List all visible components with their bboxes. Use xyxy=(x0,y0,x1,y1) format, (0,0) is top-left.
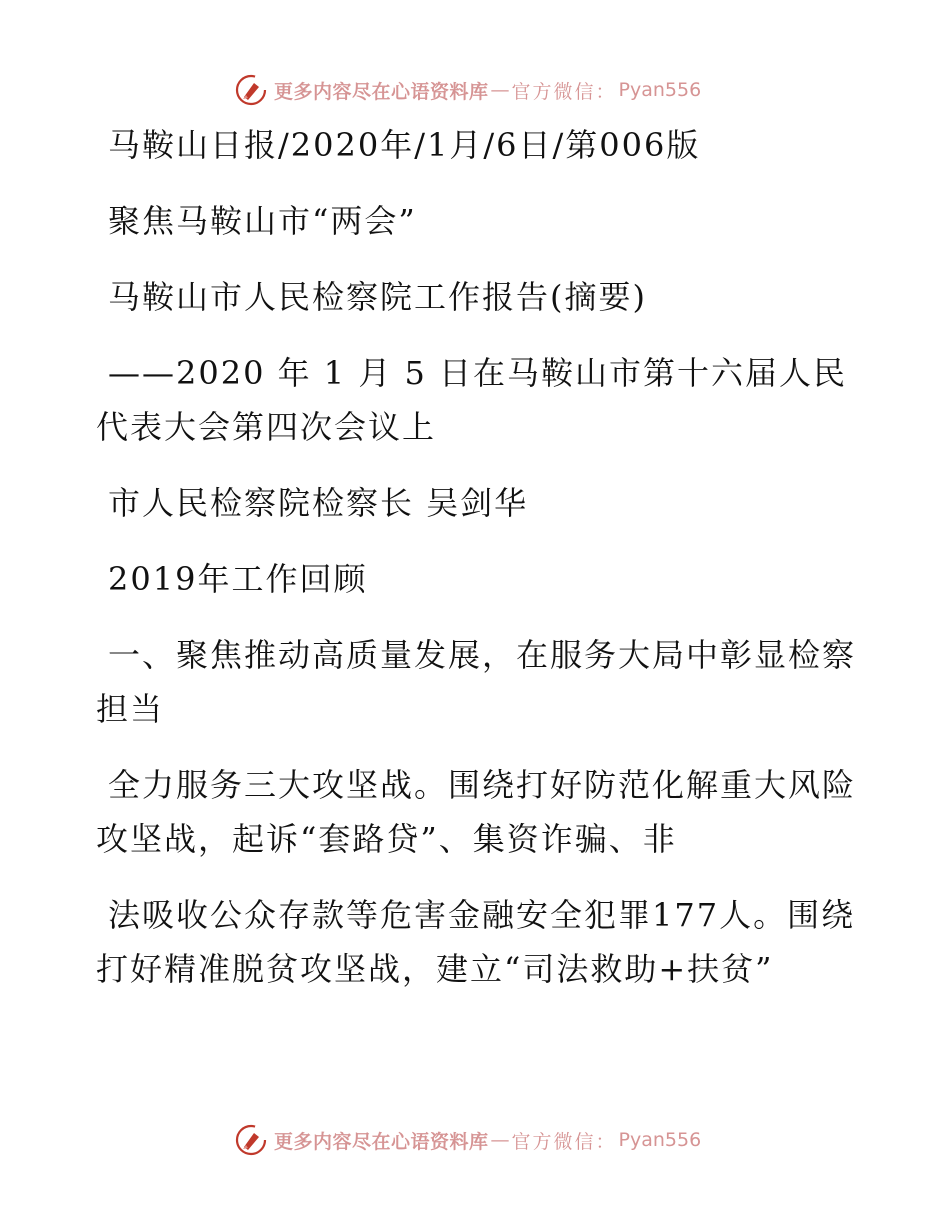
article-column-title: 聚焦马鞍山市“两会” xyxy=(108,202,417,240)
watermark-dash: — xyxy=(490,1129,510,1151)
article-body xyxy=(96,118,856,1018)
watermark-banner-bottom xyxy=(234,1122,701,1158)
watermark-banner-top xyxy=(234,72,701,108)
watermark-text: 更多内容尽在心语资料库 xyxy=(274,80,489,103)
pen-nib-circle-icon xyxy=(234,1123,268,1157)
watermark-id: Pyan556 xyxy=(618,1129,702,1151)
watermark-official-label: 官方微信： xyxy=(511,1130,617,1153)
body-paragraph: 法吸收公众存款等危害金融安全犯罪177人。围绕打好精准脱贫攻坚战，建立“司法救助+扶贫” xyxy=(96,896,856,988)
subsection-heading: 一、聚焦推动高质量发展，在服务大局中彰显检察担当 xyxy=(96,636,857,728)
body-paragraph: 全力服务三大攻坚战。围绕打好防范化解重大风险攻坚战，起诉“套路贷”、集资诈骗、非 xyxy=(96,766,857,858)
watermark-dash: — xyxy=(490,79,510,101)
article-author: 市人民检察院检察长 吴剑华 xyxy=(108,484,529,522)
watermark-id: Pyan556 xyxy=(618,79,702,101)
article-source-line: 马鞍山日报/2020年/1月/6日/第006版 xyxy=(108,126,701,164)
watermark-text: 更多内容尽在心语资料库 xyxy=(274,1130,489,1153)
watermark-official-label: 官方微信： xyxy=(511,80,617,103)
pen-nib-circle-icon xyxy=(234,73,268,107)
article-subtitle: ——2020 年 1 月 5 日在马鞍山市第十六届人民代表大会第四次会议上 xyxy=(96,354,848,446)
article-title: 马鞍山市人民检察院工作报告(摘要) xyxy=(108,278,647,316)
section-heading: 2019年工作回顾 xyxy=(108,560,368,598)
